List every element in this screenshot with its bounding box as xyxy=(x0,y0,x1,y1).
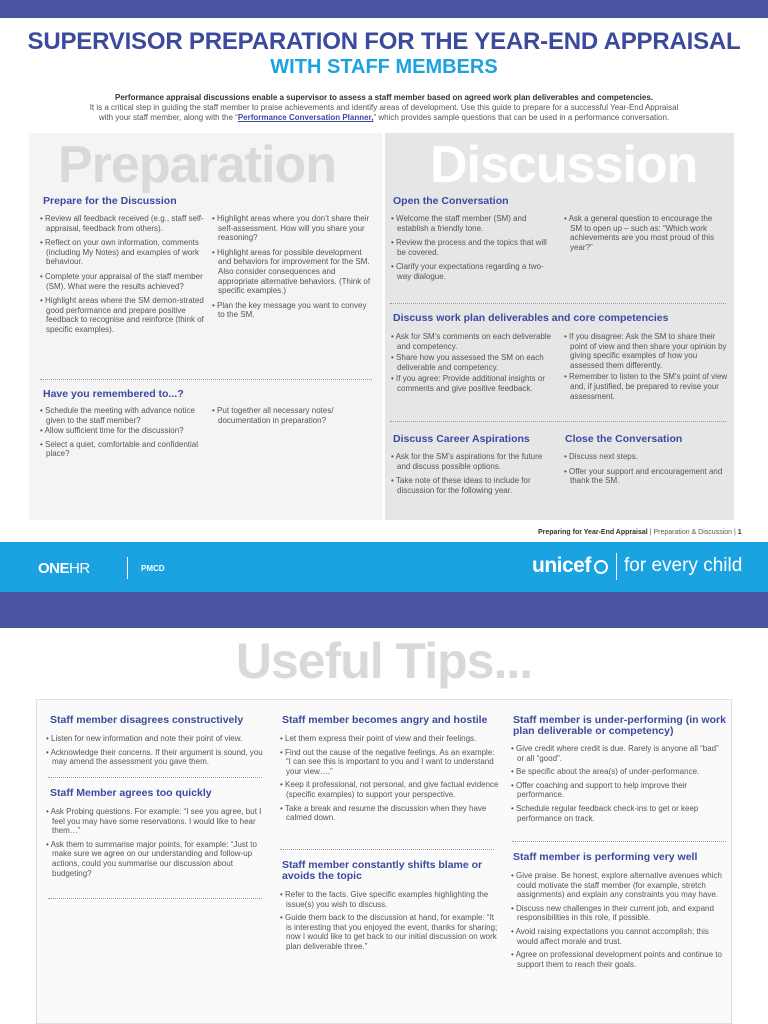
list-item: • Acknowledge their concerns. If their argument is sound, you may amend the assessment you gave them. xyxy=(44,748,270,767)
divider xyxy=(616,553,617,580)
list-item: • Give credit where credit is due. Rarely is anyone all “bad” or all “good”. xyxy=(509,744,727,763)
list-item: • Guide them back to the discussion at hand, for example: “It is interesting that you enjoyed the event, thanks for sharing; now I would like to get back to our initial discussion on work plan deliverable three.” xyxy=(278,913,500,951)
remember-list-1 xyxy=(38,406,206,464)
list-item: • Ask Probing questions. For example: “I see you agree, but I feel you may have some reservations. I would like to hear them…” xyxy=(44,807,270,836)
intro-line-2a: with your staff member, along with the “ xyxy=(98,113,238,122)
tip-title: Staff member becomes angry and hostile xyxy=(282,714,488,726)
tip-list xyxy=(278,890,500,956)
discussion-heading: Discussion xyxy=(430,136,698,194)
unicef-globe-icon xyxy=(594,560,608,574)
list-item: • Ask them to summarise major points, for example: “Just to make sure we agree on our understanding and follow-up actions, could you summarise our discussion about budgeting? xyxy=(44,840,270,878)
list-item: • Let them express their point of view and their feelings. xyxy=(278,734,500,744)
list-item: • Discuss new challenges in their current job, and expand responsibilities in this role, if possible. xyxy=(509,904,727,923)
list-item: • Remember to listen to the SM’s point of view and, if justified, be prepared to revise your assessment. xyxy=(562,372,728,401)
discuss-title: Discuss work plan deliverables and core competencies xyxy=(393,312,669,324)
list-item: • Find out the cause of the negative feelings. As an example: “I can see this is important to you and I want to understand your view….” xyxy=(278,748,500,777)
list-item: • Schedule the meeting with advance notice given to the staff member? xyxy=(38,406,206,425)
list-item: • Discuss next steps. xyxy=(562,452,728,462)
footer-sep: | xyxy=(733,529,736,536)
list-item: • Allow sufficient time for the discussion? xyxy=(38,426,206,436)
divider xyxy=(390,421,726,422)
list-item: • Avoid raising expectations you cannot accomplish; this would affect morale and trust. xyxy=(509,927,727,946)
tip-title: Staff Member agrees too quickly xyxy=(50,787,212,799)
divider xyxy=(127,557,128,579)
tip-title: Staff member is performing very well xyxy=(513,851,698,863)
list-item: • Share how you assessed the SM on each deliverable and competency. xyxy=(389,353,554,372)
divider xyxy=(40,379,372,380)
intro-text xyxy=(40,93,728,123)
divider xyxy=(512,841,726,842)
discuss-list-1 xyxy=(389,332,554,399)
remember-title: Have you remembered to...? xyxy=(43,388,184,400)
onehr-logo xyxy=(38,560,90,577)
tip-title: Staff member disagrees constructively xyxy=(50,714,244,726)
list-item: • Clarify your expectations regarding a two-way dialogue. xyxy=(389,262,549,281)
list-item: • Be specific about the area(s) of under-performance. xyxy=(509,767,727,777)
list-item: • Put together all necessary notes/ documentation in preparation? xyxy=(210,406,374,425)
intro-line-2b: ” which provides sample questions that can be used in a performance conversation. xyxy=(373,113,670,122)
page2-band xyxy=(0,592,768,628)
tips-heading: Useful Tips... xyxy=(235,633,533,689)
list-item: • Take note of these ideas to include for discussion for the following year. xyxy=(389,476,549,495)
divider xyxy=(48,898,262,899)
list-item: • Select a quiet, comfortable and confidential place? xyxy=(38,440,206,459)
planner-link[interactable]: Performance Conversation Planner, xyxy=(237,113,374,122)
page-footer xyxy=(538,529,742,536)
tagline: for every child xyxy=(624,555,743,576)
list-item: • Review the process and the topics that will be covered. xyxy=(389,238,549,257)
onehr-light: HR xyxy=(69,560,90,577)
top-band xyxy=(0,0,768,18)
list-item: • Offer coaching and support to help improve their performance. xyxy=(509,781,727,800)
divider xyxy=(390,303,726,304)
list-item: • Highlight areas where you don’t share their self-assessment. How will you share your reasoning? xyxy=(210,214,374,243)
list-item: • Reflect on your own information, comments (including My Notes) and examples of work behaviour. xyxy=(38,238,206,267)
open-list-2 xyxy=(562,214,722,257)
divider xyxy=(280,849,494,850)
page-title: SUPERVISOR PREPARATION FOR THE YEAR-END APPRAISAL xyxy=(27,28,741,55)
list-item: • Refer to the facts. Give specific examples highlighting the issue(s) you wish to discuss. xyxy=(278,890,500,909)
career-list xyxy=(389,452,549,500)
onehr-bold: ONE xyxy=(38,560,70,577)
prepare-list-1 xyxy=(38,214,206,340)
list-item: • Take a break and resume the discussion when they have calmed down. xyxy=(278,804,500,823)
footer-section: Preparation & Discussion xyxy=(653,529,733,536)
close-title: Close the Conversation xyxy=(565,433,683,445)
list-item: • Review all feedback received (e.g., staff self-appraisal, feedback from others). xyxy=(38,214,206,233)
list-item: • Schedule regular feedback check-ins to get or keep performance on track. xyxy=(509,804,727,823)
list-item: • Plan the key message you want to convey to the SM. xyxy=(210,301,374,320)
list-item: • Highlight areas for possible development and behaviors for improvement for the SM. Also consider consequences and appropriate alternative behaviors. (Think of specific examples.) xyxy=(210,248,374,296)
divider xyxy=(48,777,262,778)
close-list xyxy=(562,452,728,491)
tip-title: Staff member constantly shifts blame or avoids the topic xyxy=(282,859,483,882)
tip-title: Staff member is under-performing (in work plan deliverable or competency) xyxy=(513,714,726,737)
list-item: • Listen for new information and note their point of view. xyxy=(44,734,270,744)
list-item: • Welcome the staff member (SM) and establish a friendly tone. xyxy=(389,214,549,233)
list-item: • Highlight areas where the SM demon-strated good performance and prepare positive feedback to recognise and reinforce (think of specific examples). xyxy=(38,296,206,334)
remember-list-2 xyxy=(210,406,374,430)
list-item: • Agree on professional development points and continue to support them to reach their goals. xyxy=(509,950,727,969)
intro-bold: Performance appraisal discussions enable a supervisor to assess a staff member based on agreed work plan deliverables and competencies. xyxy=(115,93,653,102)
list-item: • Ask for SM’s comments on each deliverable and competency. xyxy=(389,332,554,351)
pmcd-label: PMCD xyxy=(141,564,165,573)
prepare-list-2 xyxy=(210,214,374,325)
list-item: • Keep it professional, not personal, and give factual evidence (specific examples) to support your perspective. xyxy=(278,780,500,799)
intro-line-1: It is a critical step in guiding the staff member to praise achievements and identify areas of development. Use this guide to prepare for a successful Year-End Appraisal xyxy=(89,103,679,112)
open-title: Open the Conversation xyxy=(393,195,509,207)
tip-list xyxy=(278,734,500,827)
list-item: • Give praise. Be honest, explore alternative avenues which could motivate the staff member (for example, stretch assignments) and explain any constraints you may have. xyxy=(509,871,727,900)
unicef-logo: unicef xyxy=(532,554,591,577)
tip-list xyxy=(44,734,270,771)
list-item: • If you disagree: Ask the SM to share their point of view and then share your opinion by giving specific examples of how you assessed them differently. xyxy=(562,332,728,370)
tip-list xyxy=(44,807,270,882)
list-item: • Ask a general question to encourage the SM to open up – such as: “Which work achievements are you most proud of this year?” xyxy=(562,214,722,252)
page-subtitle: WITH STAFF MEMBERS xyxy=(270,56,498,78)
footer-doc-title: Preparing for Year-End Appraisal xyxy=(538,529,648,536)
list-item: • Ask for the SM’s aspirations for the future and discuss possible options. xyxy=(389,452,549,471)
list-item: • If you agree: Provide additional insights or comments and give positive feedback. xyxy=(389,374,554,393)
list-item: • Offer your support and encouragement and thank the SM. xyxy=(562,467,728,486)
career-title: Discuss Career Aspirations xyxy=(393,433,530,445)
footer-sep: | xyxy=(649,529,652,536)
discuss-list-2 xyxy=(562,332,728,406)
prepare-title: Prepare for the Discussion xyxy=(43,195,177,207)
open-list-1 xyxy=(389,214,549,287)
list-item: • Complete your appraisal of the staff member (SM). What were the results achieved? xyxy=(38,272,206,291)
preparation-heading: Preparation xyxy=(58,136,336,194)
tip-list xyxy=(509,744,727,827)
page-number: 1 xyxy=(737,529,742,536)
tip-list xyxy=(509,871,727,973)
